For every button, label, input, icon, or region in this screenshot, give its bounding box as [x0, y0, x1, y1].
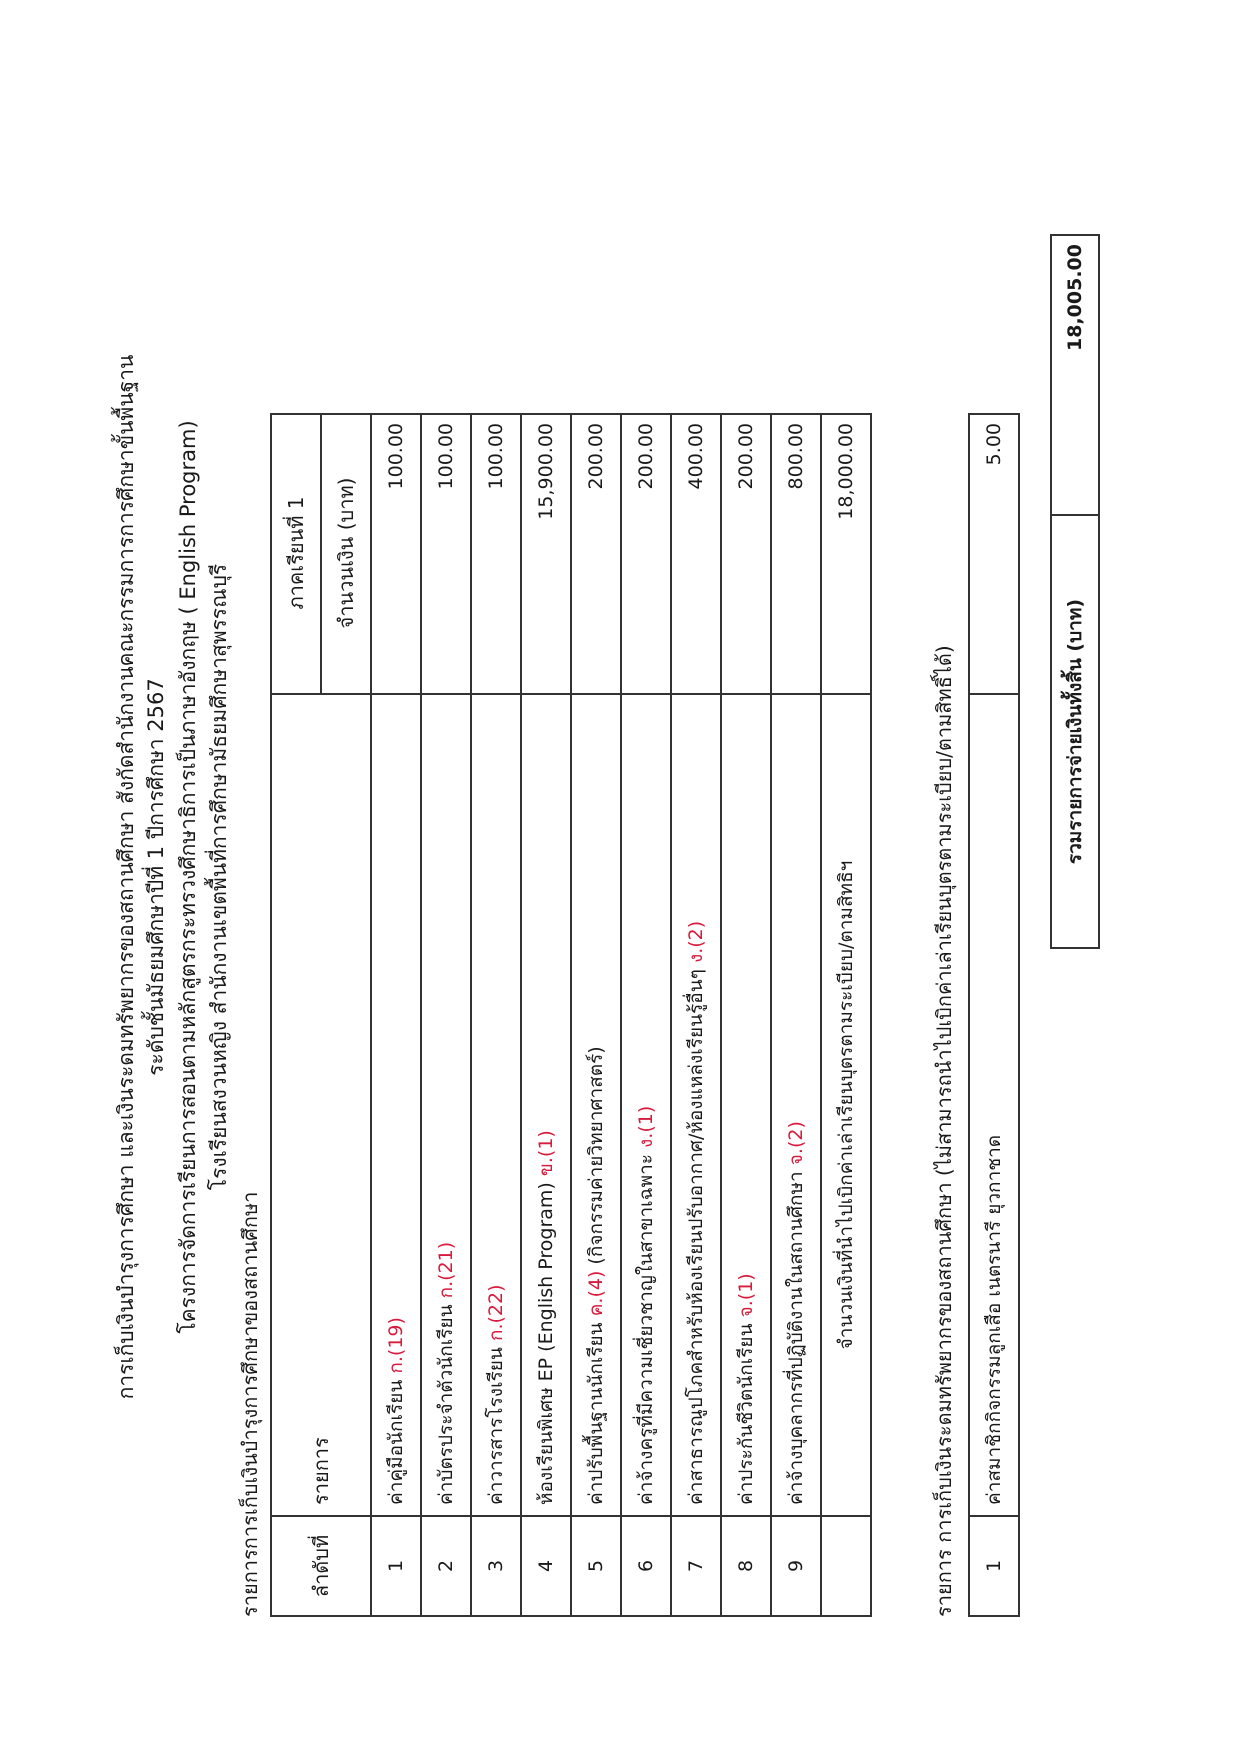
col-header-item: รายการ: [271, 694, 371, 1516]
table-row: [969, 414, 1019, 1616]
sum-amount: 18,000.00: [821, 414, 871, 694]
row-amount: 100.00: [371, 414, 421, 694]
sum-label: จำนวนเงินที่นำไปเบิกค่าเล่าเรียนบุตรตามระเบียบ/ตามสิทธิฯ: [821, 694, 871, 1516]
row-item: [421, 694, 471, 1516]
table-sum-row: [821, 414, 871, 1616]
row-number: 2: [421, 1516, 471, 1616]
table-row: [471, 414, 521, 1616]
row-item: [621, 694, 671, 1516]
header-line-4: โรงเรียนสงวนหญิง สำนักงานเขตพื้นที่การศึกษามัธยมศึกษาสุพรรณบุรี: [207, 563, 231, 1191]
row-item-text: ค่าบัตรประจำตัวนักเรียน: [435, 1304, 457, 1505]
row-number: 7: [671, 1516, 721, 1616]
row-item-code: ก.(22): [485, 1284, 507, 1342]
row-number: 1: [371, 1516, 421, 1616]
table-row: [621, 414, 671, 1616]
row-item-code: ค.(4): [585, 1270, 607, 1317]
row-item-text: ค่าปรับพื้นฐานนักเรียน: [585, 1322, 607, 1505]
row-item: [371, 694, 421, 1516]
col-header-amount: จำนวนเงิน (บาท): [321, 414, 371, 694]
row-number: 9: [771, 1516, 821, 1616]
row-item-text: ค่าสาธารณูปโภคสำหรับห้องเรียนปรับอากาศ/ห้องแหล่งเรียนรู้อื่นๆ: [685, 969, 707, 1505]
row-amount: 5.00: [969, 414, 1019, 694]
row-amount: 200.00: [571, 414, 621, 694]
col-header-term: ภาคเรียนที่ 1: [271, 414, 321, 694]
total-label: รวมรายการจ่ายเงินทั้งสิ้น (บาท): [1051, 515, 1099, 948]
row-item: [571, 694, 621, 1516]
header-line-1: การเก็บเงินบำรุงการศึกษา และเงินระดมทรัพยากรของสถานศึกษา สังกัดสำนักงานคณะกรรมการการศึกษาขั้นพื้นฐาน: [114, 354, 138, 1400]
row-number: 6: [621, 1516, 671, 1616]
row-item-suffix: (กิจกรรมค่ายวิทยาศาสตร์): [585, 1046, 607, 1265]
row-item-code: ข.(1): [535, 1130, 557, 1177]
table-row: [771, 414, 821, 1616]
row-item-text: ห้องเรียนพิเศษ EP (English Program): [535, 1182, 557, 1505]
row-item: [771, 694, 821, 1516]
col-header-no: ลำดับที่: [271, 1516, 371, 1616]
table-row: [571, 414, 621, 1616]
row-amount: 100.00: [471, 414, 521, 694]
row-item-text: ค่าวารสารโรงเรียน: [485, 1347, 507, 1505]
total-table: [1050, 234, 1100, 949]
row-item: [721, 694, 771, 1516]
row-item: [671, 694, 721, 1516]
row-amount: 200.00: [621, 414, 671, 694]
row-item: [521, 694, 571, 1516]
other-table-caption: รายการ การเก็บเงินระดมทรัพยากรของสถานศึกษา (ไม่สามารถนำไปเบิกค่าเล่าเรียนบุตรตามระเบียบ/ตามสิทธิ์ได้): [932, 645, 956, 1617]
row-number: 8: [721, 1516, 771, 1616]
header-line-2: ระดับชั้นมัธยมศึกษาปีที่ 1 ปีการศึกษา 2567: [144, 678, 168, 1076]
row-amount: 100.00: [421, 414, 471, 694]
table-row: [721, 414, 771, 1616]
row-amount: 15,900.00: [521, 414, 571, 694]
row-item-text: ค่าจ้างบุคลากรที่ปฏิบัติงานในสถานศึกษา: [785, 1171, 807, 1505]
other-fees-table: [968, 413, 1020, 1617]
row-item-code: จ.(2): [785, 1121, 807, 1166]
sum-row-blank: [821, 1516, 871, 1616]
fees-table: [270, 413, 872, 1617]
row-item: [471, 694, 521, 1516]
table-row: [671, 414, 721, 1616]
row-number: 5: [571, 1516, 621, 1616]
row-number: 1: [969, 1516, 1019, 1616]
table-row: [371, 414, 421, 1616]
row-item-code: ก.(19): [385, 1317, 407, 1374]
row-number: 3: [471, 1516, 521, 1616]
row-item-text: ค่าประกันชีวิตนักเรียน: [735, 1323, 757, 1505]
main-table-caption: รายการการเก็บเงินบำรุงการศึกษาของสถานศึกษา: [238, 1191, 262, 1617]
row-amount: 200.00: [721, 414, 771, 694]
row-amount: 800.00: [771, 414, 821, 694]
table-header-row: [271, 414, 321, 1616]
row-item-text: ค่าจ้างครูที่มีความเชี่ยวชาญในสาขาเฉพาะ: [635, 1154, 657, 1505]
row-item-code: ก.(21): [435, 1241, 457, 1299]
row-item-code: จ.(1): [735, 1273, 757, 1318]
header-line-3: โครงการจัดการเรียนการสอนตามหลักสูตรกระทรวงศึกษาธิการเป็นภาษาอังกฤษ ( English Program): [176, 420, 200, 1334]
row-number: 4: [521, 1516, 571, 1616]
total-row: [1051, 235, 1099, 948]
table-row: [521, 414, 571, 1616]
row-item-code: ง.(1): [635, 1105, 657, 1148]
row-amount: 400.00: [671, 414, 721, 694]
row-item-code: ง.(2): [685, 920, 707, 964]
table-row: [421, 414, 471, 1616]
total-amount: 18,005.00: [1051, 235, 1099, 515]
row-item-text: ค่าคู่มือนักเรียน: [385, 1379, 407, 1505]
row-item: ค่าสมาชิกกิจกรรมลูกเสือ เนตรนารี ยุวกาชาด: [969, 694, 1019, 1516]
